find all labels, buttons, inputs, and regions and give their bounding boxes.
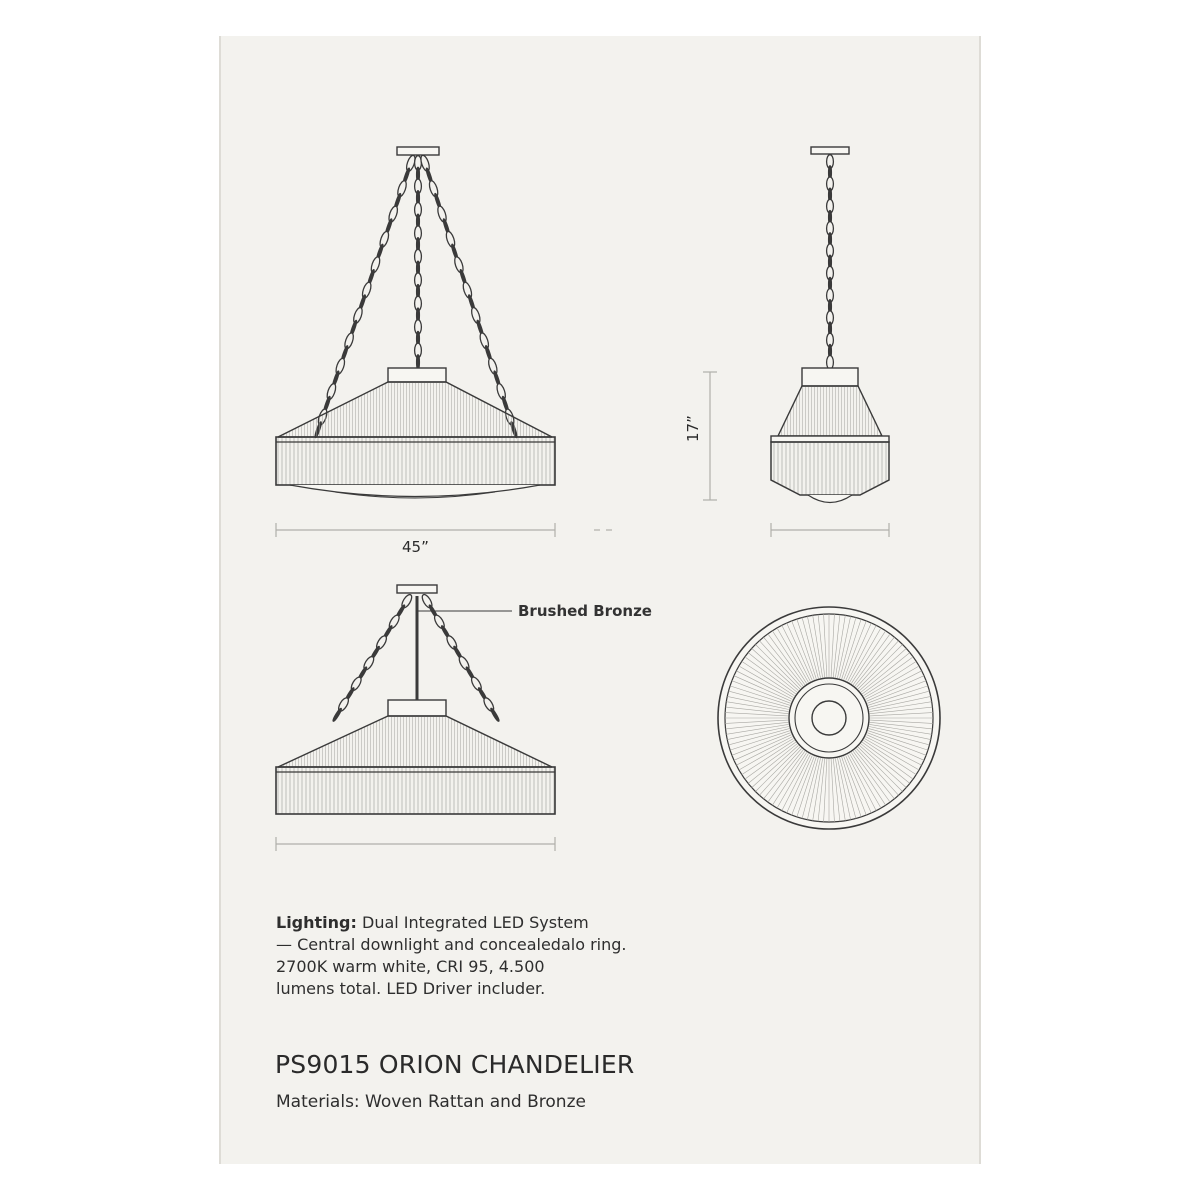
finish-shade-cone [278,716,552,767]
front-elevation-view [276,147,612,537]
chain-link [453,256,465,274]
chain-link [396,180,408,198]
lighting-spec [276,912,696,1000]
lighting-spec-line4: lumens total. LED Driver includer. [276,979,546,998]
product-title: PS9015 ORION CHANDELIER [275,1050,635,1079]
side-elevation-view [703,147,889,537]
product-materials: Materials: Woven Rattan and Bronze [276,1092,586,1112]
lighting-spec-line2: — Central downlight and concealedalo ring. [276,935,627,954]
side-shade-drum [771,442,889,495]
chain-link [332,708,342,722]
chain-link [419,154,431,172]
chain-link [470,307,482,325]
side-canopy [811,147,849,154]
chain-link [334,357,346,375]
chain-link [343,332,355,350]
chain-link [361,281,373,299]
ceiling-canopy [397,147,439,155]
chain-link [487,357,499,375]
lighting-spec-line3: 2700K warm white, CRI 95, 4.500 [276,957,545,976]
chain-link [478,332,490,350]
chain-link [370,256,382,274]
bottom-plan-view [718,607,940,829]
lighting-spec-line1: Dual Integrated LED System [362,913,589,932]
chain-link [387,205,399,223]
shade-bottom-lip [290,485,540,497]
plan-downlight [812,701,846,735]
shade-collar [388,368,446,382]
side-downlight [808,495,852,503]
width-dimension-label: 45” [402,538,429,556]
finish-callout-label: Brushed Bronze [518,602,652,620]
chain-link [436,205,448,223]
chain-link [352,307,364,325]
chain-link [495,383,507,401]
finish-collar [388,700,446,716]
shade-cone [278,382,552,437]
chain-link [378,230,390,248]
chain-link [325,383,337,401]
shade-drum [276,437,555,485]
chain-link [490,708,500,722]
chain-link [445,230,457,248]
side-shade-cone [778,386,882,436]
side-collar [802,368,858,386]
side-chain [827,155,834,370]
chain-link [428,180,440,198]
chain-link [827,355,834,369]
finish-shade-drum [276,767,555,814]
chain-link [462,281,474,299]
chain-link [417,355,420,370]
finish-elevation-view [276,585,555,851]
lighting-spec-key: Lighting: [276,913,357,932]
chain-center [415,156,422,370]
height-dimension-label: 17” [684,415,702,442]
finish-canopy [397,585,437,593]
